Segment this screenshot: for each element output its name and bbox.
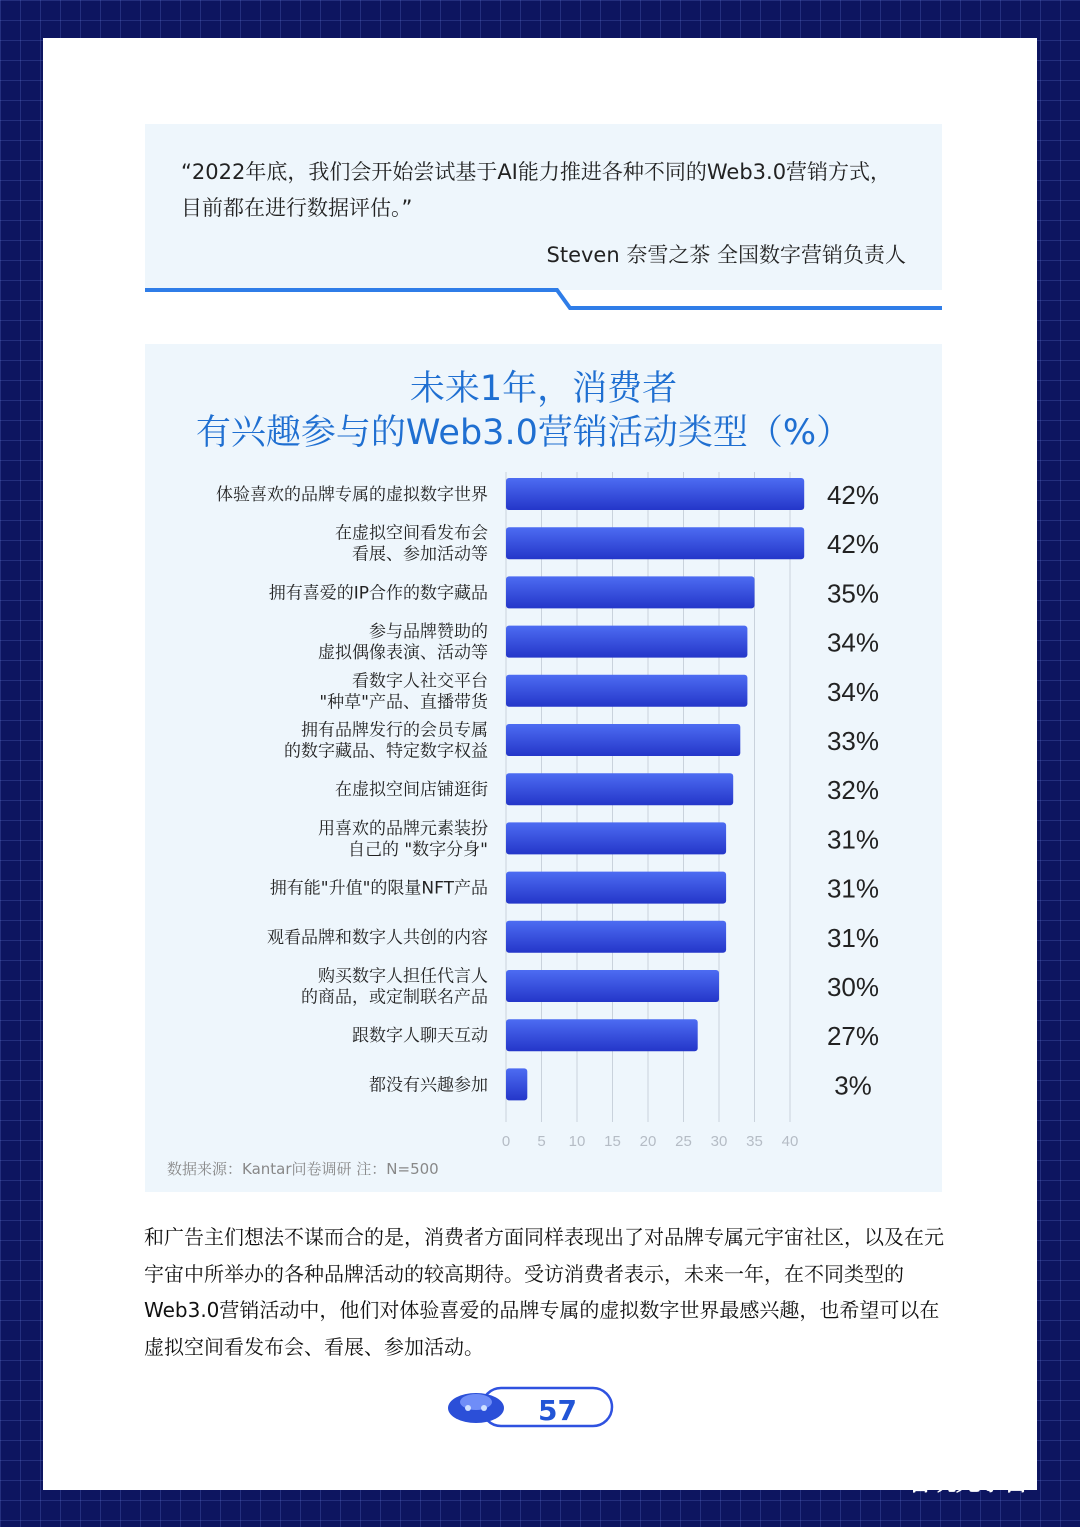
category-label: "种草"产品、直播带货 <box>319 692 488 713</box>
value-label: 32% <box>826 775 880 806</box>
quote-author: Steven 奈雪之茶 全国数字营销负责人 <box>546 243 906 267</box>
value-label: 42% <box>826 480 880 510</box>
x-tick-label: 10 <box>568 1133 586 1150</box>
category-label: 看展、参加活动等 <box>352 544 488 565</box>
value-label: 3% <box>834 1070 872 1101</box>
value-label: 31% <box>826 922 880 953</box>
page-number-badge <box>446 1384 616 1430</box>
bar <box>506 478 804 510</box>
category-label: 的数字藏品、特定数字权益 <box>284 741 488 762</box>
category-label: 看数字人社交平台 <box>352 671 488 692</box>
bar <box>506 675 747 707</box>
category-label: 都没有兴趣参加 <box>369 1075 488 1096</box>
bar-chart <box>145 344 942 1192</box>
value-label: 31% <box>826 824 880 855</box>
quote-box <box>145 124 942 290</box>
chart-title-line2: 有兴趣参与的Web3.0营销活动类型（%） <box>195 413 852 453</box>
bar <box>506 1019 698 1051</box>
x-tick-label: 40 <box>781 1133 799 1150</box>
value-label: 34% <box>826 676 880 707</box>
value-label: 33% <box>826 726 880 756</box>
bar <box>506 872 726 904</box>
chart-title-line1: 未来1年，消费者 <box>409 369 678 409</box>
x-tick-label: 15 <box>604 1133 621 1150</box>
category-label: 虚拟偶像表演、活动等 <box>318 643 488 664</box>
category-label: 体验喜欢的品牌专属的虚拟数字世界 <box>216 485 488 505</box>
category-label: 用喜欢的品牌元素装扮 <box>318 818 488 839</box>
category-label: 拥有能"升值"的限量NFT产品 <box>269 878 488 899</box>
x-tick-label: 35 <box>746 1133 763 1150</box>
category-label: 拥有品牌发行的会员专属 <box>301 720 488 741</box>
category-label: 拥有喜爱的IP合作的数字藏品 <box>268 583 488 604</box>
wechat-icon <box>874 1463 906 1489</box>
category-label: 在虚拟空间店铺逛街 <box>335 780 488 801</box>
value-label: 35% <box>826 578 880 609</box>
x-tick-label: 25 <box>675 1133 692 1150</box>
quote-text: “2022年底，我们会开始尝试基于AI能力推进各种不同的Web3.0营销方式，目前都在进行数据评估。” <box>181 160 892 220</box>
quote-divider <box>145 284 942 314</box>
bar <box>506 773 733 805</box>
category-label: 观看品牌和数字人共创的内容 <box>267 927 488 948</box>
bar <box>506 822 726 854</box>
report-page <box>43 38 1037 1490</box>
value-label: 30% <box>826 972 880 1002</box>
source-note: 数据来源：Kantar问卷调研 注：N=500 <box>167 1160 439 1178</box>
bar <box>506 724 740 756</box>
category-label: 购买数字人担任代言人 <box>318 966 488 987</box>
bar <box>506 921 726 953</box>
body-paragraph: 和广告主们想法不谋而合的是，消费者方面同样表现出了对品牌专属元宇宙社区，以及在元宇宙中所举办的各种品牌活动的较高期待。受访消费者表示，未来一年，在不同类型的Web3.0营销活动中，他们对体验喜爱的品牌专属的虚拟数字世界最感兴趣，也希望可以在虚拟空间看发布会、看展、参加活动。 <box>144 1225 944 1359</box>
category-label: 在虚拟空间看发布会 <box>335 523 488 544</box>
x-tick-label: 5 <box>537 1133 546 1150</box>
x-tick-label: 0 <box>501 1133 511 1150</box>
bar <box>506 1068 527 1100</box>
page-number: 57 <box>538 1394 577 1427</box>
category-label: 自己的 "数字分身" <box>347 839 488 860</box>
chart-panel <box>145 344 942 1192</box>
value-label: 27% <box>826 1021 880 1052</box>
x-tick-label: 20 <box>639 1133 657 1150</box>
footer-watermark: 智玩元宇宙 <box>908 1468 1028 1496</box>
value-label: 34% <box>826 627 880 658</box>
value-label: 31% <box>826 873 880 904</box>
bar <box>506 970 719 1002</box>
bar <box>506 527 804 559</box>
category-label: 跟数字人聊天互动 <box>352 1026 488 1047</box>
category-label: 的商品，或定制联名产品 <box>301 987 488 1008</box>
bar <box>506 576 755 608</box>
bar <box>506 626 747 658</box>
category-label: 参与品牌赞助的 <box>369 622 488 643</box>
x-tick-label: 30 <box>710 1133 728 1150</box>
value-label: 42% <box>826 529 880 560</box>
